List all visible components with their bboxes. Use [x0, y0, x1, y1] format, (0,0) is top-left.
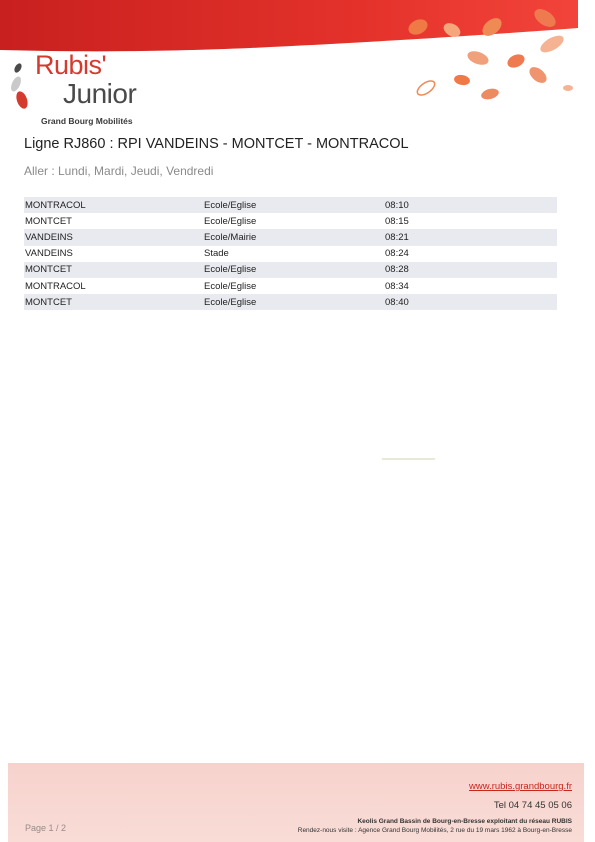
commune-cell: MONTRACOL — [25, 280, 86, 292]
stop-cell: Ecole/Eglise — [204, 280, 257, 292]
stop-cell: Ecole/Mairie — [203, 229, 384, 245]
timetable — [24, 197, 557, 310]
scan-artifact — [382, 458, 435, 460]
commune-cell: VANDEINS — [24, 229, 203, 245]
direction-days: Aller : Lundi, Mardi, Jeudi, Vendredi — [24, 164, 214, 178]
time-cell: 08:34 — [385, 280, 409, 292]
page-title: Ligne RJ860 : RPI VANDEINS - MONTCET - MONTRACOL — [24, 136, 409, 152]
logo-subtitle: Grand Bourg Mobilités — [41, 116, 133, 126]
stop-cell: Ecole/Eglise — [204, 215, 257, 227]
page-number: Page 1 / 2 — [25, 823, 67, 833]
table-row — [24, 229, 557, 245]
stop-cell: Stade — [204, 248, 229, 260]
company-info: Keolis Grand Bassin de Bourg-en-Bresse exploitant du réseau RUBIS — [357, 818, 572, 825]
time-cell: 08:21 — [384, 229, 557, 245]
commune-cell: VANDEINS — [25, 248, 73, 260]
table-row — [24, 278, 557, 294]
time-cell: 08:24 — [385, 248, 409, 260]
time-cell: 08:15 — [385, 215, 409, 227]
timetable-body — [24, 197, 557, 310]
website-link[interactable]: www.rubis.grandbourg.fr — [469, 781, 572, 792]
table-row — [24, 262, 557, 278]
rubis-junior-logo — [8, 48, 158, 133]
commune-cell: MONTCET — [24, 294, 203, 310]
phone-number: Tel 04 74 45 05 06 — [493, 800, 572, 811]
commune-cell: MONTRACOL — [24, 197, 203, 213]
table-row — [24, 213, 557, 229]
commune-cell: MONTCET — [24, 262, 203, 278]
stop-cell: Ecole/Eglise — [203, 262, 384, 278]
stop-cell: Ecole/Eglise — [203, 197, 384, 213]
table-row — [24, 294, 557, 310]
time-cell: 08:10 — [384, 197, 557, 213]
table-row — [24, 197, 557, 213]
commune-cell: MONTCET — [25, 215, 72, 227]
time-cell: 08:40 — [384, 294, 557, 310]
logo-junior-text: Junior — [63, 78, 137, 109]
logo-rubis-text: Rubis' — [35, 50, 107, 80]
footer — [8, 763, 584, 842]
table-row — [24, 246, 557, 262]
stop-cell: Ecole/Eglise — [203, 294, 384, 310]
time-cell: 08:28 — [384, 262, 557, 278]
agency-address: Rendez-nous visite : Agence Grand Bourg Mobilités, 2 rue du 19 mars 1962 à Bourg-en-Bresse — [297, 827, 572, 834]
